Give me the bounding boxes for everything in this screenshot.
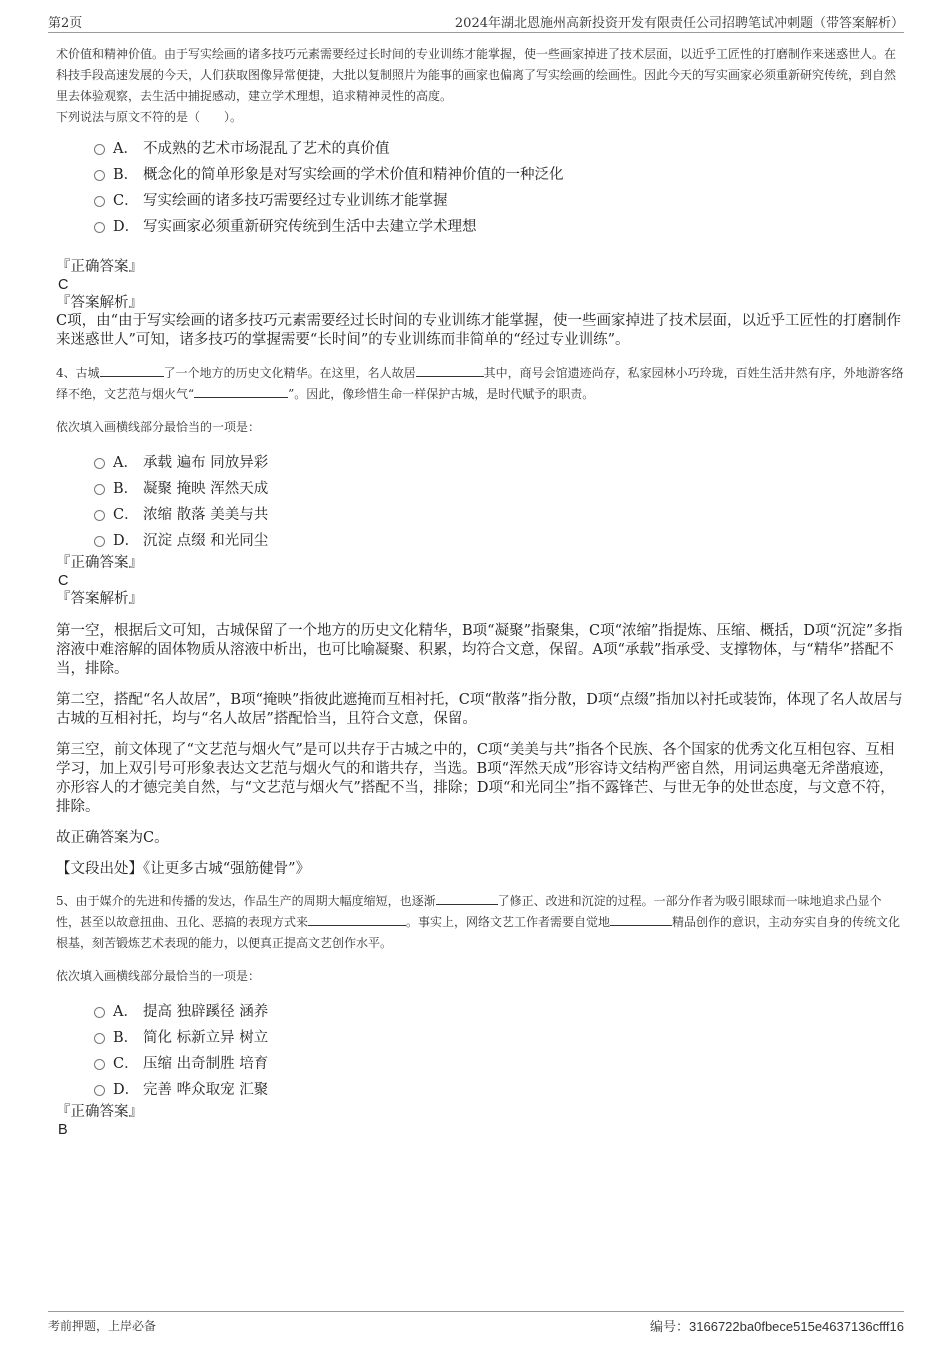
radio-icon[interactable] (94, 144, 105, 155)
q5-blank-2 (308, 913, 406, 926)
radio-icon[interactable] (94, 536, 105, 547)
q4-stem: 4、古城 了一个地方的历史文化精华。在这里，名人故居 其中，商号会馆遗迹尚存，私家园林小巧玲珑，百姓生活井然有序，外地游客络绎不绝，文艺范与烟火气“ ”。因此，像珍惜生命一样保护古城，是时代赋予的职责。 (56, 366, 904, 401)
q4-answer-label: 『正确答案』 (56, 555, 143, 571)
q4-analysis-para-1: 第一空，根据后文可知，古城保留了一个地方的历史文化精华，B项“凝聚”指聚集，C项“浓缩”指提炼、压缩、概括，D项“沉淀”多指溶液中难溶解的固体物质从溶液中析出，也可比喻凝聚、积累，均符合文意，保留。A项“承载”指承受、支撑物体，与“精华”搭配不当，排除。 (56, 623, 903, 677)
q5-blank-1 (436, 892, 498, 905)
q5-instruction: 依次填入画横线部分最恰当的一项是： (56, 969, 261, 983)
radio-icon[interactable] (94, 1059, 105, 1070)
q3-option-a[interactable]: A． 不成熟的艺术市场混乱了艺术的真价值 (94, 134, 904, 160)
document-title: 2024年湖北恩施州高新投资开发有限责任公司招聘笔试冲刺题（带答案解析） (454, 16, 904, 31)
q4-blank-1 (100, 364, 164, 377)
q3-passage: 术价值和精神价值。由于写实绘画的诸多技巧元素需要经过长时间的专业训练才能掌握，使一些画家掉进了技术层面，以近乎工匠性的打磨制作来迷惑世人。在科技手段高速发展的今天，人们获取图像异常便捷，大批以复制照片为能事的画家也偏离了写实绘画的绘画性。因此今天的写实画家必须重新研究传统，到自然里去体验观察，去生活中捕捉感动，建立学术理想，追求精神灵性的高度。 (56, 47, 897, 103)
q3-analysis-label: 『答案解析』 (56, 295, 143, 311)
q4-analysis-para-3: 第三空，前文体现了“文艺范与烟火气”是可以共存于古城之中的，C项“美美与共”指各个民族、各个国家的优秀文化互相包容、互相学习，加上双引号可形象表达文艺范与烟火气的和谐共存，当选。B项“浑然天成”形容诗文结构严密自然，用词运典毫无斧凿痕迹，亦形容人的才德完美自然，与“文艺范与烟火气”搭配不当，排除；D项“和光同尘”指不露锋芒、与世无争的处世态度，与文意不符，排除。 (56, 742, 895, 815)
q4-option-b[interactable]: B． 凝聚 掩映 浑然天成 (94, 474, 904, 500)
q4-analysis-para-2: 第二空，搭配“名人故居”，B项“掩映”指彼此遮掩而互相衬托，C项“散落”指分散，D项“点缀”指加以衬托或装饰，体现了名人故居与古城的互相衬托，均与“名人故居”搭配恰当，且符合文意，保留。 (56, 692, 903, 727)
q4-option-a[interactable]: A． 承载 遍布 同放异彩 (94, 448, 904, 474)
page-footer (48, 1311, 904, 1336)
q3-options (94, 134, 904, 238)
q5-option-a[interactable]: A． 提高 独辟蹊径 涵养 (94, 997, 904, 1023)
q3-analysis: C项，由“由于写实绘画的诸多技巧元素需要经过长时间的专业训练才能掌握，使一些画家掉进了技术层面，以近乎工匠性的打磨制作来迷惑世人”可知，诸多技巧的掌握需要“长时间”的专业训练而非简单的“经过专业训练”。 (56, 313, 902, 348)
radio-icon[interactable] (94, 196, 105, 207)
q4-instruction: 依次填入画横线部分最恰当的一项是： (56, 420, 261, 434)
radio-icon[interactable] (94, 170, 105, 181)
q3-answer-label: 『正确答案』 (56, 259, 143, 275)
q4-analysis-para-4: 故正确答案为C。 (56, 830, 169, 846)
q3-option-c[interactable]: C． 写实绘画的诸多技巧需要经过专业训练才能掌握 (94, 186, 904, 212)
document-serial: 编号：3166722ba0fbece515e4637136cfff16 (650, 1319, 904, 1334)
page-content (56, 44, 904, 1139)
radio-icon[interactable] (94, 222, 105, 233)
q4-blank-3 (194, 385, 288, 398)
radio-icon[interactable] (94, 484, 105, 495)
q4-option-d[interactable]: D． 沉淀 点缀 和光同尘 (94, 526, 904, 552)
q4-option-c[interactable]: C． 浓缩 散落 美美与共 (94, 500, 904, 526)
q4-analysis-label: 『答案解析』 (56, 591, 143, 607)
q5-options (94, 997, 904, 1101)
radio-icon[interactable] (94, 510, 105, 521)
q5-stem: 5、由于媒介的先进和传播的发达，作品生产的周期大幅度缩短，也逐渐 了修正、改进和沉淀的过程。一部分作者为吸引眼球而一味地追求凸显个性，甚至以故意扭曲、丑化、恶搞的表现方式来 。事实上，网络文艺工作者需要自觉地 精品创作的意识，主动夯实自身的传统文化根基，刻苦锻炼艺术表现的能力，以便真正提高文艺创作水平。 (56, 894, 901, 950)
page-number: 第2页 (48, 16, 83, 31)
radio-icon[interactable] (94, 458, 105, 469)
q5-answer: B (58, 1122, 68, 1138)
q4-analysis (56, 622, 904, 879)
q4-source: 【文段出处】《让更多古城“强筋健骨”》 (56, 861, 311, 877)
q3-option-b[interactable]: B． 概念化的简单形象是对写实绘画的学术价值和精神价值的一种泛化 (94, 160, 904, 186)
q5-blank-3 (610, 913, 672, 926)
q5-answer-label: 『正确答案』 (56, 1104, 143, 1120)
page-header (48, 10, 904, 33)
footer-slogan: 考前押题，上岸必备 (48, 1319, 157, 1333)
q3-answer: C (58, 277, 69, 293)
q4-blank-2 (416, 364, 484, 377)
q3-option-d[interactable]: D． 写实画家必须重新研究传统到生活中去建立学术理想 (94, 212, 904, 238)
q5-option-d[interactable]: D． 完善 哗众取宠 汇聚 (94, 1075, 904, 1101)
q5-option-c[interactable]: C． 压缩 出奇制胜 培育 (94, 1049, 904, 1075)
q5-option-b[interactable]: B． 简化 标新立异 树立 (94, 1023, 904, 1049)
q4-options (94, 448, 904, 552)
radio-icon[interactable] (94, 1007, 105, 1018)
radio-icon[interactable] (94, 1033, 105, 1044)
q3-stem: 下列说法与原文不符的是（ ）。 (56, 110, 243, 124)
radio-icon[interactable] (94, 1085, 105, 1096)
q4-answer: C (58, 573, 69, 589)
